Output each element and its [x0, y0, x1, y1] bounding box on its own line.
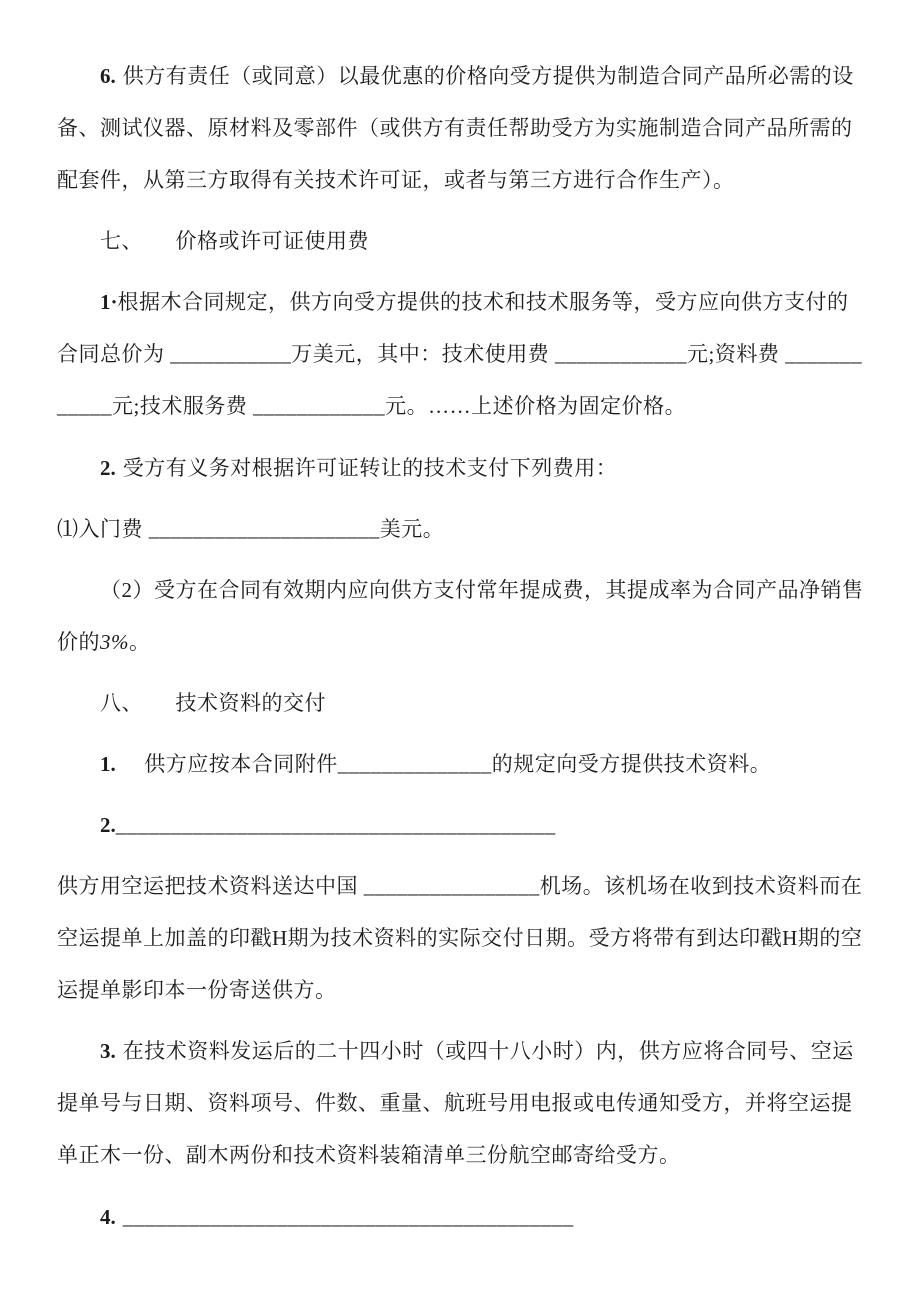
section-heading-price [57, 215, 866, 267]
heading-text: 八、 技术资料的交付 [100, 690, 326, 715]
royalty-line [57, 564, 866, 668]
price-clause-2 [57, 442, 866, 494]
clause-text: 供方用空运把技术资料送达中国 ________________机场。该机场在收到技术资料而在空运提单上加盖的印戳H期为技术资料的实际交付日期。受方将带有到达印戳H期的空运提单影印本一份寄送供方。 [57, 874, 863, 1003]
royalty-rate: 3% [100, 629, 129, 654]
delivery-clause-4-blank [57, 1191, 866, 1243]
clause-text: 受方有义务对根据许可证转让的技术支付下列费用： [122, 455, 618, 480]
delivery-clause-2-body [57, 860, 866, 1016]
clause-text: 供方应按本合同附件______________的规定向受方提供技术资料。 [122, 751, 772, 776]
clause-6-supply-obligation [57, 50, 866, 206]
section-heading-delivery [57, 677, 866, 729]
clause-text: ⑴入门费 _____________________美元。 [57, 516, 445, 541]
clause-number: 3. [100, 1039, 116, 1064]
clause-text: 根据木合同规定，供方向受方提供的技术和技术服务等，受方应向供方支付的合同总价为 ___________万美元，其中：技术使用费 ____________元;资料费 ____________元;技术服务费 ____________元。……上述价格为固定价格。 [57, 290, 863, 419]
clause-text: 在技术资料发运后的二十四小时（或四十八小时）内，供方应将合同号、空运提单号与日期、资料项号、件数、重量、航班号用电报或电传通知受方，并将空运提单正木一份、副木两份和技术资料装箱清单三份航空邮寄给受方。 [57, 1039, 854, 1168]
clause-number: 2. [100, 455, 116, 480]
price-clause-1 [57, 276, 866, 432]
clause-number: 1· [100, 290, 118, 315]
delivery-clause-1 [57, 738, 866, 790]
delivery-clause-3 [57, 1025, 866, 1181]
clause-number: 1. [100, 751, 116, 776]
entry-fee-line [57, 503, 866, 555]
blank-line: _________________________________________ [122, 1204, 574, 1229]
clause-number: 6. [100, 64, 116, 88]
clause-text-end: 。 [129, 629, 151, 654]
clause-text: （2）受方在合同有效期内应向供方支付常年提成费，其提成率为合同产品净销售价的 [57, 577, 864, 654]
clause-text: 供方有责任（或同意）以最优惠的价格向受方提供为制造合同产品所必需的设备、测试仪器、原材料及零部件（或供方有责任帮助受方为实施制造合同产品所需的配套件，从第三方取得有关技术许可证，或者与第三方进行合作生产）。 [57, 64, 854, 193]
delivery-clause-2-blank [57, 799, 866, 851]
clause-number: 2. [100, 813, 116, 838]
blank-line: ________________________________________ [115, 813, 556, 838]
clause-number: 4. [100, 1204, 116, 1229]
heading-text: 七、 价格或许可证使用费 [100, 229, 369, 254]
